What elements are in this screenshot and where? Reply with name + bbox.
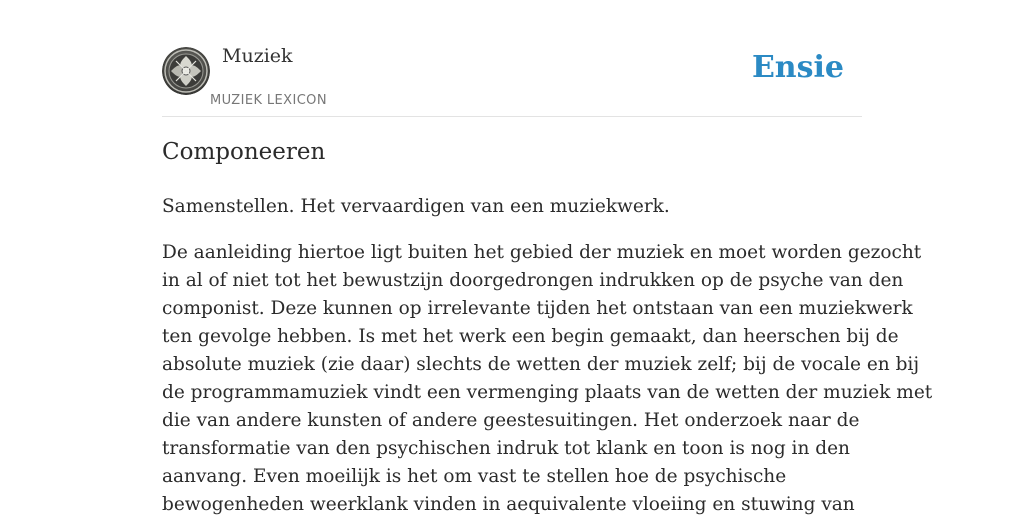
body-line: componist. Deze kunnen op irrelevante tijden het ontstaan van een muziekwerk bbox=[162, 298, 913, 319]
body-line: de programmamuziek vindt een vermenging plaats van de wetten der muziek met bbox=[162, 382, 933, 403]
header bbox=[162, 0, 862, 117]
ornamental-medallion-icon bbox=[162, 47, 210, 95]
body-line: die van andere kunsten of andere geestesuitingen. Het onderzoek naar de bbox=[162, 410, 860, 431]
body-line: transformatie van den psychischen indruk tot klank en toon is nog in den bbox=[162, 438, 850, 459]
article-lead: Samenstellen. Het vervaardigen van een muziekwerk. bbox=[162, 196, 670, 217]
page bbox=[162, 0, 933, 515]
body-line: De aanleiding hiertoe ligt buiten het gebied der muziek en moet worden gezocht bbox=[162, 242, 922, 263]
body-line: aanvang. Even moeilijk is het om vast te stellen hoe de psychische bbox=[162, 466, 787, 487]
category-logo[interactable] bbox=[162, 47, 210, 95]
category-subtitle[interactable]: MUZIEK LEXICON bbox=[210, 93, 327, 108]
article-body bbox=[162, 239, 933, 519]
body-line: absolute muziek (zie daar) slechts de wetten der muziek zelf; bij de vocale en bij bbox=[162, 354, 920, 375]
category-name[interactable]: Muziek bbox=[222, 45, 293, 67]
article-title: Componeeren bbox=[162, 139, 326, 165]
brand-logo[interactable]: Ensie bbox=[751, 50, 844, 85]
body-line: ten gevolge hebben. Is met het werk een begin gemaakt, dan heerschen bij de bbox=[162, 326, 899, 347]
body-line: in al of niet tot het bewustzijn doorgedrongen indrukken op de psyche van den bbox=[162, 270, 904, 291]
body-line: bewogenheden weerklank vinden in aequivalente vloeiing en stuwing van bbox=[162, 494, 855, 515]
